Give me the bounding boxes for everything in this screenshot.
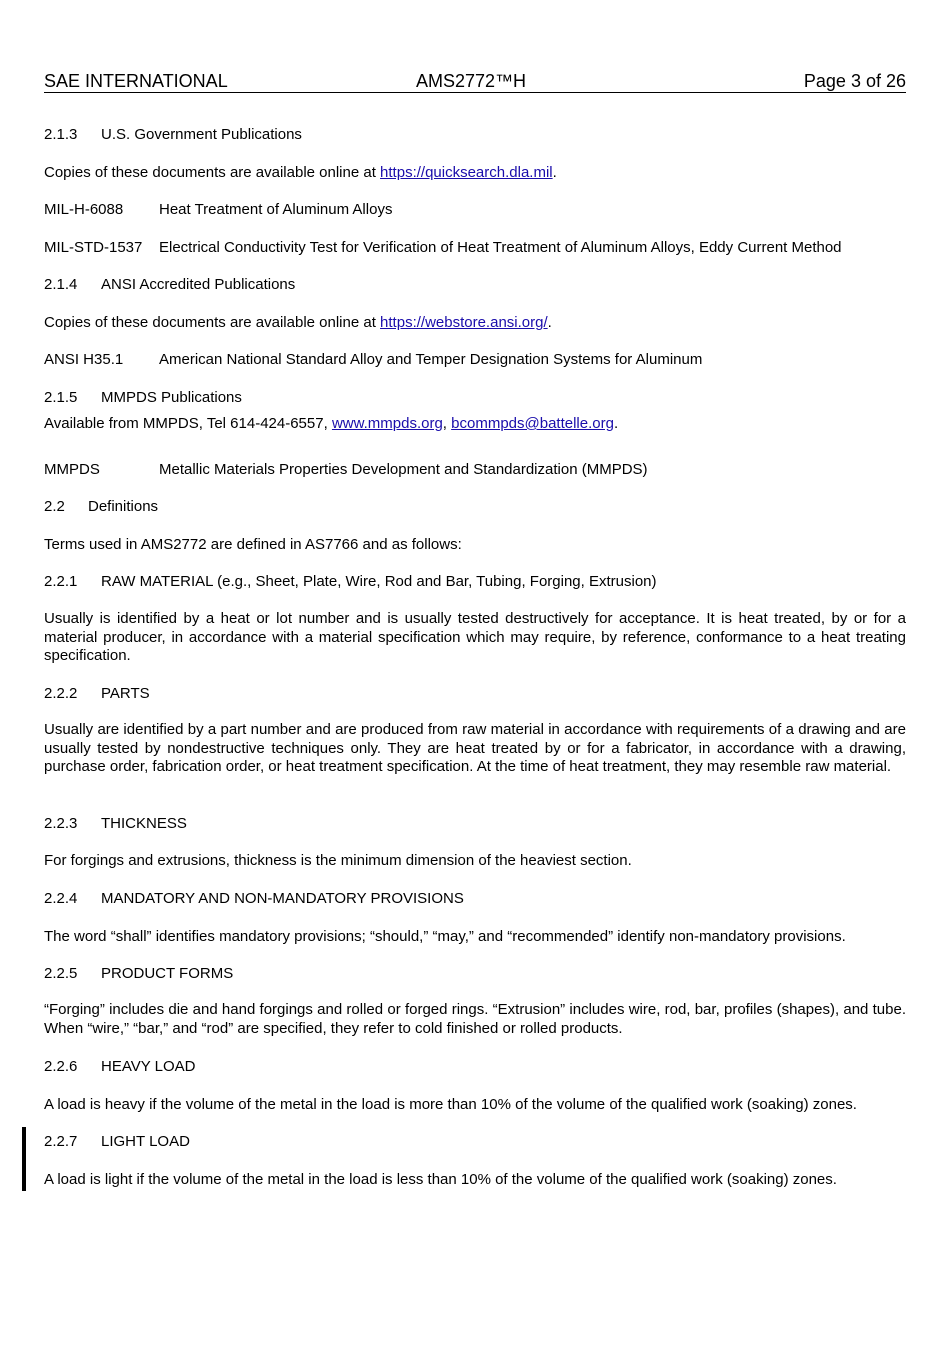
availability-note: Copies of these documents are available online at https://quicksearch.dla.mil. [44, 164, 557, 181]
section-number: 2.2.4 [44, 890, 78, 907]
reference-code: MMPDS [44, 461, 100, 478]
section-number: 2.2.5 [44, 965, 78, 982]
section-title: Definitions [88, 498, 159, 515]
heavy-load-paragraph: A load is heavy if the volume of the metal in the load is more than 10% of the volume of the qualified work (soaking) zones. [44, 1096, 857, 1113]
reference-title: Heat Treatment of Aluminum Alloys [159, 201, 393, 218]
provisions-paragraph: The word “shall” identifies mandatory provisions; “should,” “may,” and “recommended” identify non-mandatory provisions. [44, 928, 846, 945]
dla-link[interactable]: https://quicksearch.dla.mil [380, 164, 553, 181]
reference-entry [44, 238, 906, 257]
availability-note: Copies of these documents are available online at https://webstore.ansi.org/. [44, 314, 552, 331]
section-title: MMPDS Publications [101, 389, 242, 406]
email-link[interactable]: bcommpds@battelle.org [451, 415, 614, 432]
reference-entry [44, 200, 906, 219]
reference-title: Electrical Conductivity Test for Verification of Heat Treatment of Aluminum Alloys, Eddy Current Method [159, 239, 842, 256]
reference-code: ANSI H35.1 [44, 351, 124, 368]
section-2-2-7-heading [44, 1132, 906, 1151]
page-header [44, 70, 906, 93]
header-page-number: Page 3 of 26 [803, 71, 906, 91]
reference-title: Metallic Materials Properties Development and Standardization (MMPDS) [159, 461, 648, 478]
section-number: 2.2.7 [44, 1133, 78, 1150]
light-load-paragraph: A load is light if the volume of the metal in the load is less than 10% of the volume of the qualified work (soaking) zones. [44, 1171, 837, 1188]
reference-entry [44, 460, 906, 479]
reference-code: MIL-H-6088 [44, 201, 124, 218]
reference-code: MIL-STD-1537 [44, 239, 143, 256]
section-title: PARTS [101, 685, 150, 702]
section-number: 2.1.3 [44, 126, 78, 143]
section-title: PRODUCT FORMS [101, 965, 234, 982]
reference-title: American National Standard Alloy and Temper Designation Systems for Aluminum [159, 351, 703, 368]
section-title: U.S. Government Publications [101, 126, 302, 143]
section-number: 2.2.1 [44, 573, 78, 590]
product-forms-paragraph: “Forging” includes die and hand forgings and rolled or forged rings. “Extrusion” includes wire, rod, bar, profiles (shapes), and tube. When “wire,” “bar,” and “rod” are specified, they refer to cold finished or rolled products. [44, 1001, 906, 1037]
section-2-2-5-heading [44, 964, 906, 983]
thickness-paragraph: For forgings and extrusions, thickness is the minimum dimension of the heaviest section. [44, 852, 632, 869]
header-doc-id: AMS2772™H [416, 71, 527, 91]
section-title: THICKNESS [101, 815, 187, 832]
section-title: HEAVY LOAD [101, 1058, 196, 1075]
section-2-2-6-heading [44, 1057, 906, 1076]
section-number: 2.2.3 [44, 815, 78, 832]
section-number: 2.2.6 [44, 1058, 78, 1075]
raw-material-paragraph: Usually is identified by a heat or lot number and is usually tested destructively for acceptance. It is heat treated, by or for a material producer, in accordance with a material specification which may require, by reference, conformance to a heat treating specification. [44, 610, 906, 664]
reference-entry [44, 350, 906, 369]
section-number: 2.2.2 [44, 685, 78, 702]
definitions-intro: Terms used in AMS2772 are defined in AS7766 and as follows: [44, 536, 462, 553]
ansi-link[interactable]: https://webstore.ansi.org/ [380, 314, 548, 331]
section-number: 2.2 [44, 498, 65, 515]
mmpds-link[interactable]: www.mmpds.org [331, 415, 443, 432]
revision-change-bar [22, 1127, 26, 1191]
header-org: SAE INTERNATIONAL [44, 71, 228, 91]
section-2-2-3-heading [44, 814, 906, 833]
section-title: RAW MATERIAL (e.g., Sheet, Plate, Wire, Rod and Bar, Tubing, Forging, Extrusion) [101, 573, 657, 590]
section-title: ANSI Accredited Publications [101, 276, 296, 293]
availability-note: Available from MMPDS, Tel 614-424-6557, www.mmpds.org, bcommpds@battelle.org. [44, 415, 619, 432]
section-2-1-5-heading [44, 388, 906, 407]
section-number: 2.1.4 [44, 276, 78, 293]
section-2-2-4-heading [44, 889, 906, 908]
section-title: LIGHT LOAD [101, 1133, 190, 1150]
section-number: 2.1.5 [44, 389, 78, 406]
section-title: MANDATORY AND NON-MANDATORY PROVISIONS [101, 890, 464, 907]
section-2-2-1-heading [44, 572, 906, 591]
section-2-1-3-heading [44, 125, 906, 144]
section-2-2-2-heading [44, 684, 906, 703]
section-2-2-heading [44, 497, 906, 516]
parts-paragraph: Usually are identified by a part number and are produced from raw material in accordance with requirements of a drawing and are usually tested by nondestructive techniques only. They are heat treated by or for a fabricator, in accordance with a drawing, purchase order, fabrication order, or heat treatment specification. At the time of heat treatment, they may resemble raw material. [44, 721, 906, 775]
section-2-1-4-heading [44, 275, 906, 294]
